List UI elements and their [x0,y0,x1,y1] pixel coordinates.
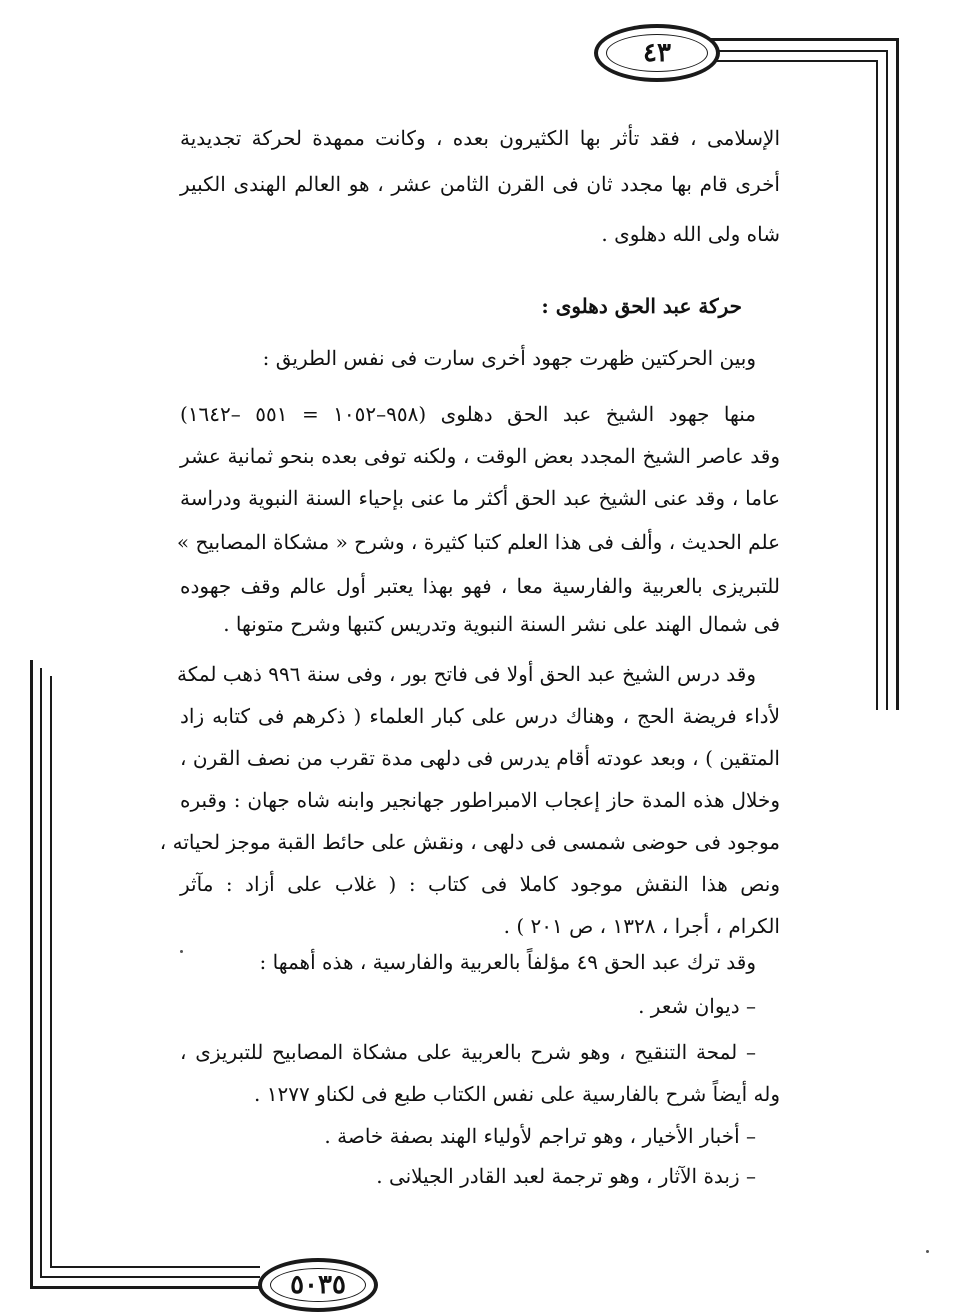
frame-top-inner-2 [710,60,878,62]
scan-speck [926,1250,929,1253]
frame-left-inner-2 [50,676,52,1268]
paragraph-3-line-3: عاما ، وقد عنى الشيخ عبد الحق أكثر ما عنى بإحياء السنة النبوية ودراسة [180,486,781,510]
paragraph-1-line-1: الإسلامى ، فقد تأثر بها الكثيرون بعده ، وكانت ممهدة لحركة تجديدية [180,126,780,150]
scan-speck [180,950,183,953]
list-item-2: – لمحة التنقيح ، وهو شرح بالعربية على مشكاة المصابيح للتبريزى ، [180,1040,756,1064]
frame-bottom-inner [40,1276,260,1278]
paragraph-3-line-1: منها جهود الشيخ عبد الحق دهلوى (٩٥٨–١٠٥٢ = ٥٥١ –١٦٤٢) [180,402,756,426]
paragraph-4-line-4: وخلال هذه المدة حاز إعجاب الامبراطور جهانجير وابنه شاه جهان : وقبره [180,788,780,812]
paragraph-2-line-1: وبين الحركتين ظهرت جهود أخرى سارت فى نفس الطريق : [262,346,756,370]
frame-right-inner [886,50,888,710]
frame-right-inner-2 [876,60,878,710]
paragraph-3-line-2: وقد عاصر الشيخ المجدد بعض الوقت ، ولكنه توفى بعده بنحو ثمانية عشر [180,444,780,468]
list-item-1: – ديوان شعر . [638,994,756,1018]
paragraph-4-line-3: المتقين ) ، وبعد عودته أقام يدرس فى دلهى مدة تقرب من نصف القرن ، [180,746,780,770]
frame-bottom-inner-2 [50,1266,260,1268]
frame-left-inner [40,668,42,1278]
frame-top-outer [710,38,898,41]
paragraph-5-line-1: وقد ترك عبد الحق ٤٩ مؤلفاً بالعربية والفارسية ، هذه أهمها : [259,950,756,974]
list-item-3: – أخبار الأخيار ، وهو تراجم لأولياء الهند بصفة خاصة . [324,1124,756,1148]
frame-top-inner [710,50,888,52]
frame-right-outer [896,38,899,710]
paragraph-4-line-7: الكرام ، أجرا ، ١٣٢٨ ، ص ٢٠١ ) . [503,914,780,938]
footer-page-number: ٥٠٣٥ [258,1258,378,1312]
list-item-4: – زبدة الآثار ، وهو ترجمة لعبد القادر الجيلانى . [376,1164,756,1188]
page-body [159,124,781,1204]
paragraph-1-line-2: أخرى قام بها مجدد ثان فى القرن الثامن عشر ، هو العالم الهندى الكبير [180,172,780,196]
list-item-2-continuation: وله أيضاً شرح بالفارسية على نفس الكتاب طبع فى لكناو ١٢٧٧ . [254,1082,780,1106]
paragraph-3-line-5: للتبريزى بالعربية والفارسية معا ، فهو بهذا يعتبر أول عالم وقف جهوده [180,574,780,598]
paragraph-3-line-6: فى شمال الهند على نشر السنة النبوية وتدريس كتبها وشرح متونها . [223,612,780,636]
frame-bottom-outer [30,1286,260,1289]
frame-left-outer [30,660,33,1288]
paragraph-1-line-3: شاه ولى الله دهلوى . [601,222,780,246]
header-page-number: ٤٣ [594,24,720,82]
paragraph-3-line-4: علم الحديث ، وألف فى هذا العلم كتبا كثيرة ، وشرح « مشكاة المصابيح » [176,530,780,554]
paragraph-4-line-1: وقد درس الشيخ عبد الحق أولا فى فاتح بور ، وفى سنة ٩٩٦ ذهب لمكة [177,662,756,686]
paragraph-4-line-6: ونص هذا النقش موجود كاملا فى كتاب : ( غلاب على أزاد : مآثر [180,872,780,896]
paragraph-4-line-5: موجود فى حوضى شمسى فى دلهى ، ونقش على حائط القبة موجز لحياته ، [159,830,780,854]
section-heading: حركة عبد الحق دهلوى : [541,294,742,318]
paragraph-4-line-2: لأداء فريضة الحج ، وهناك درس على كبار العلماء ( ذكرهم فى كتابه زاد [180,704,780,728]
